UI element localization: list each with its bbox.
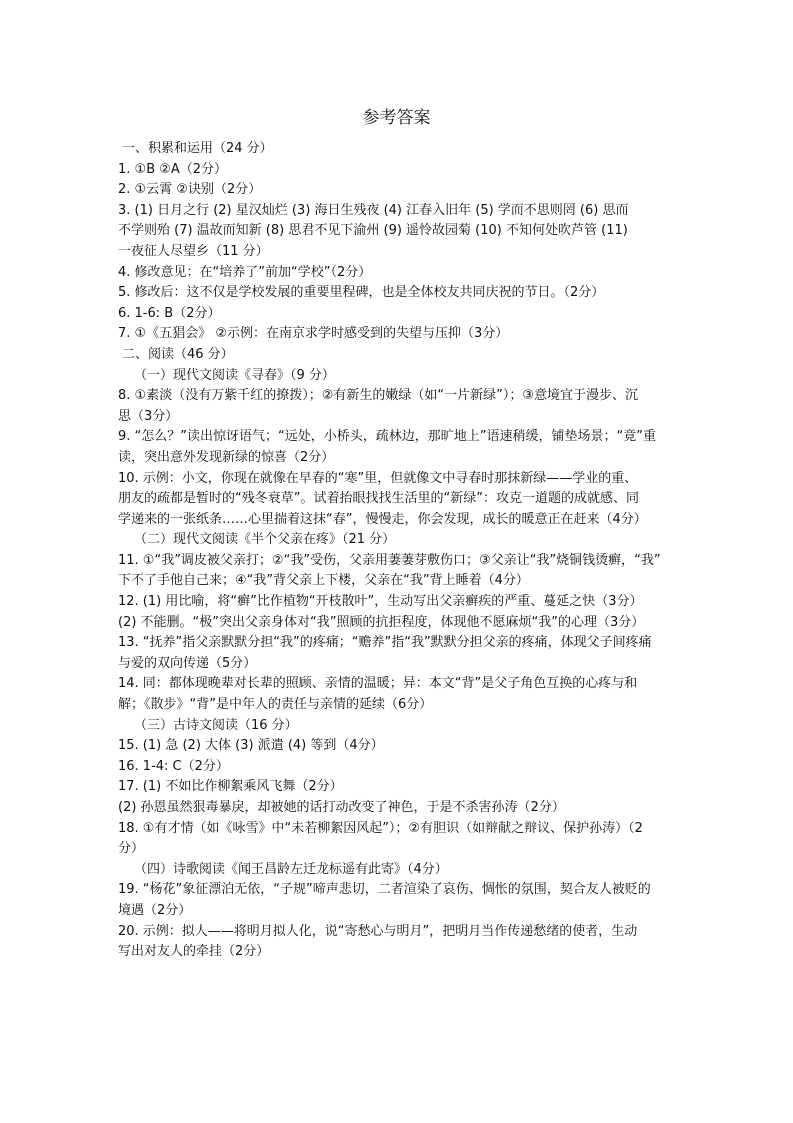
- answer-line: 写出对友人的牵挂（2分）: [118, 944, 270, 960]
- answer-line: 17. (1) 不如比作柳絮乘风飞舞（2分）: [118, 779, 343, 795]
- answer-line: 4. 修改意见：在“培养了”前加“学校”（2分）: [118, 264, 372, 280]
- answer-line: (2) 不能删。“极”突出父亲身体对“我”照顾的抗拒程度，体现他不愿麻烦“我”的心理（3分）: [118, 614, 645, 630]
- subsection-heading: （一）现代文阅读《寻春》（9 分）: [134, 367, 335, 383]
- answer-line: 境遇（2分）: [118, 902, 192, 918]
- answer-line: 学递来的一张纸条……心里揣着这抹“春”，慢慢走，你会发现，成长的暖意正在赶来（4分）: [118, 511, 647, 527]
- answer-line: 11. ①“我”调皮被父亲打；②“我”受伤，父亲用萋萋芽敷伤口；③父亲让“我”烧铜钱烫癣，“我”: [118, 552, 661, 568]
- section-heading: 二、阅读（46 分）: [122, 346, 234, 362]
- subsection-heading: （四）诗歌阅读《闻王昌龄左迁龙标遥有此寄》（4分）: [134, 861, 448, 877]
- answer-line: 读，突出意外发现新绿的惊喜（2分）: [118, 449, 335, 465]
- answer-line: 18. ①有才情（如《咏雪》中“未若柳絮因风起”）；②有胆识（如辩献之辩议、保护孙涛）（2: [118, 820, 643, 836]
- answer-content: [118, 139, 680, 963]
- answer-line: (2) 孙恩虽然狠毒暴戾，却被她的话打动改变了神色，于是不杀害孙涛（2分）: [118, 800, 565, 815]
- answer-line: 13. “抚养”指父亲默默分担“我”的疼痛；“赡养”指“我”默默分担父亲的疼痛，体现父子间疼痛: [118, 635, 652, 651]
- answer-line: 与爱的双向传递（5分）: [118, 655, 257, 671]
- answer-line: 16. 1-4: C（2分）: [118, 758, 229, 774]
- answer-line: 下不了手他自己来；④“我”背父亲上下楼，父亲在“我”背上睡着（4分）: [118, 573, 529, 589]
- answer-line: 19. “杨花”象征漂泊无依，“子规”啼声悲切，二者渲染了哀伤、惆怅的氛围，契合友人被贬的: [118, 882, 651, 898]
- subsection-heading: （三）古诗文阅读（16 分）: [134, 717, 298, 733]
- section-heading: 一、积累和运用（24 分）: [122, 141, 273, 156]
- answer-line: 10. 示例：小文，你现在就像在早春的“寒”里，但就像文中寻春时那抹新绿——学业的重、: [118, 470, 638, 486]
- answer-line: 12. (1) 用比喻，将“癣”比作植物“开枝散叶”，生动写出父亲癣疾的严重、蔓延之快（3分）: [118, 594, 643, 610]
- answer-line: 8. ①素淡（没有万紫千红的撩拨）；②有新生的嫩绿（如“一片新绿”）；③意境宜于漫步、沉: [118, 388, 638, 404]
- answer-line: 15. (1) 急 (2) 大体 (3) 派遣 (4) 等到（4分）: [118, 738, 384, 754]
- answer-line: 5. 修改后：这不仅是学校发展的重要里程碑，也是全体校友共同庆祝的节日。（2分）: [118, 285, 605, 301]
- answer-line: 20. 示例：拟人——将明月拟人化，说“寄愁心与明月”，把明月当作传递愁绪的使者，生动: [118, 923, 638, 939]
- answer-line: 一夜征人尽望乡（11 分）: [118, 243, 269, 259]
- answer-line: 9. “怎么？”读出惊讶语气；“远处，小桥头，疏林边，那旷地上”语速稍缓，铺垫场景；“竟”重: [118, 429, 656, 445]
- answer-line: 2. ①云霄 ②诀别（2分）: [118, 182, 262, 198]
- subsection-heading: （二）现代文阅读《半个父亲在疼》（21 分）: [134, 532, 396, 548]
- answer-line: 朋友的疏都是暂时的“残冬衰草”。试着抬眼找找生活里的“新绿”：攻克一道题的成就感、同: [118, 491, 639, 507]
- page-title: 参考答案: [362, 108, 431, 128]
- answer-line: 不学则殆 (7) 温故而知新 (8) 思君不见下渝州 (9) 遥怜故园菊 (10) 不知何处吹芦管 (11): [118, 223, 628, 239]
- answer-line: 解；《散步》“背”是中年人的责任与亲情的延续（6分）: [118, 697, 433, 713]
- answer-line: 1. ①B ②A（2分）: [118, 161, 228, 177]
- answer-line: 分）: [118, 841, 145, 857]
- answer-line: 7. ①《五猖会》 ②示例：在南京求学时感受到的失望与压抑（3分）: [118, 326, 509, 342]
- answer-line: 思（3分）: [118, 408, 179, 424]
- answer-line: 3. (1) 日月之行 (2) 星汉灿烂 (3) 海日生残夜 (4) 江春入旧年 (5) 学而不思则罔 (6) 思而: [118, 202, 629, 218]
- answer-line: 14. 同：都体现晚辈对长辈的照顾、亲情的温暖；异：本文“背”是父子角色互换的心疼与和: [118, 676, 638, 692]
- answer-line: 6. 1-6: B（2分）: [118, 305, 221, 321]
